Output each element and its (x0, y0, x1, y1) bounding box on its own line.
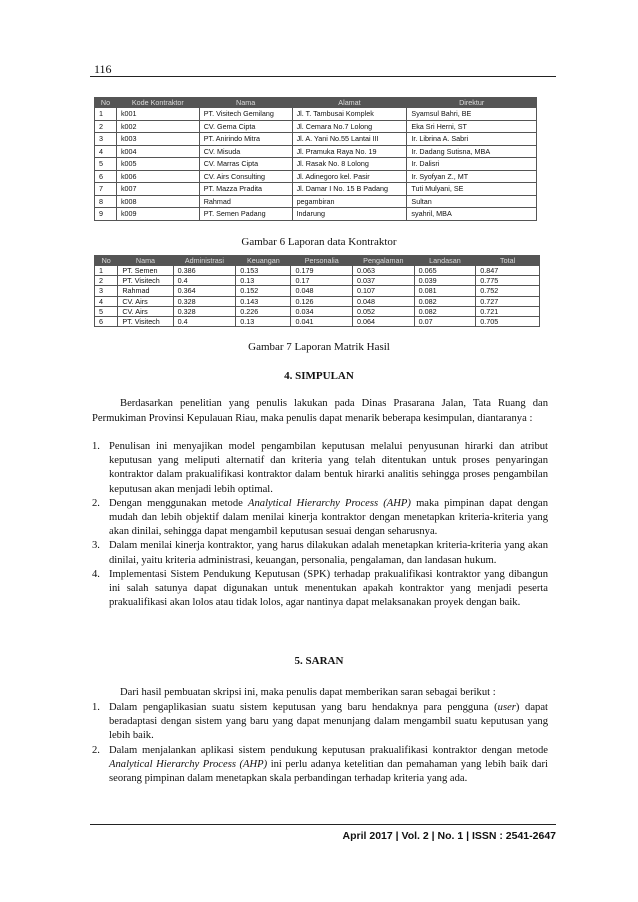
list-item (92, 440, 548, 497)
list-number: 2. (92, 744, 100, 756)
table-cell: pegambiran (292, 195, 407, 208)
list-text: ) dapat beradaptasi dengan sistem yang baru yang dapat menunjang dalam mengambil suatu keputusan yang lebih baik. (109, 702, 548, 742)
table-row (95, 145, 537, 158)
table-cell: PT. Visitech (118, 316, 173, 326)
table-cell: k006 (116, 170, 199, 183)
list-text: maka pimpinan dapat dengan mudah dan lebih objektif dalam menilai kinerja kontraktor dengan menetapkan kriteria-kriteria yang akan dinilai, sehingga dapat mengambil keputusan sesuai dengan seharusnya. (109, 497, 548, 538)
table-cell: 4 (95, 145, 117, 158)
list-number: 3. (92, 540, 100, 552)
table-cell: 0.364 (173, 286, 236, 296)
column-header: Nama (199, 98, 292, 108)
column-header: No (95, 98, 117, 108)
table-cell: Syamsul Bahri, BE (407, 108, 537, 121)
list-text: Penulisan ini menyajikan model pengambilan keputusan melalui penyusunan hirarki dan atribut keputusan yang meliputi alternatif dan kriteria yang telah ditentukan untuk proses penyaringan kontraktor dalam prakualifikasi kontraktor dalam bentuk hirarki analitis sehingga proses pengambilan keputusan akan menjadi lebih optimal. (109, 441, 548, 495)
table-cell: 0.4 (173, 316, 236, 326)
table-row (95, 306, 540, 316)
table-row (95, 158, 537, 171)
list-item (92, 497, 548, 540)
table-cell: 0.039 (414, 276, 476, 286)
table-cell: Jl. A. Yani No.55 Lantai III (292, 133, 407, 146)
table-cell: 3 (95, 286, 118, 296)
table-cell: Jl. Adinegoro kel. Pasir (292, 170, 407, 183)
table-cell: 0.752 (476, 286, 540, 296)
table-row (95, 286, 540, 296)
table-cell: Jl. T. Tambusai Komplek (292, 108, 407, 121)
footer-rule (90, 824, 556, 825)
table-cell: CV. Airs (118, 296, 173, 306)
table-cell: 7 (95, 183, 117, 196)
table-cell: Rahmad (199, 195, 292, 208)
simpulan-list (92, 440, 548, 610)
table-cell: 0.052 (353, 306, 415, 316)
list-number: 1. (92, 702, 100, 713)
table-cell: 0.126 (291, 296, 353, 306)
table-cell: PT. Mazza Pradita (199, 183, 292, 196)
table-cell: 2 (95, 120, 117, 133)
table-cell: 0.034 (291, 306, 353, 316)
table-cell: 3 (95, 133, 117, 146)
table-cell: PT. Visitech Gemilang (199, 108, 292, 121)
column-header: Keuangan (236, 256, 291, 266)
table-cell: 0.143 (236, 296, 291, 306)
list-text: Dalam menjalankan aplikasi sistem pendukung keputusan prakualifikasi kontraktor dengan metode (109, 744, 548, 756)
table-cell: k003 (116, 133, 199, 146)
table-cell: 0.048 (353, 296, 415, 306)
table-header-row (95, 256, 540, 266)
column-header: Alamat (292, 98, 407, 108)
list-number: 1. (92, 441, 100, 452)
table-cell: k005 (116, 158, 199, 171)
table-cell: k007 (116, 183, 199, 196)
table-cell: 0.721 (476, 306, 540, 316)
list-emphasis: Analytical Hierarchy Process (AHP) (248, 497, 411, 509)
table-cell: Ir. Librina A. Sabri (407, 133, 537, 146)
table-cell: Ir. Syofyan Z., MT (407, 170, 537, 183)
column-header: Direktur (407, 98, 537, 108)
table-cell: k004 (116, 145, 199, 158)
table-cell: 0.386 (173, 266, 236, 276)
table-cell: 1 (95, 108, 117, 121)
table-cell: 0.17 (291, 276, 353, 286)
table-cell: Rahmad (118, 286, 173, 296)
table-cell: CV. Marras Cipta (199, 158, 292, 171)
list-text: Dengan menggunakan metode (109, 497, 248, 509)
table-cell: 0.13 (236, 316, 291, 326)
table-cell: Indarung (292, 208, 407, 221)
list-text: ini perlu adanya ketelitian dan pemahaman yang lebih baik dari seorang pimpinan dalam menetapkan skala perbandingan terhadap kriteria yang ada. (109, 758, 548, 785)
list-number: 4. (92, 568, 100, 580)
table-cell: 0.065 (414, 266, 476, 276)
saran-list (92, 701, 548, 786)
table-cell: k002 (116, 120, 199, 133)
table-cell: k008 (116, 195, 199, 208)
column-header: Pengalaman (353, 256, 415, 266)
result-matrix-table (94, 255, 540, 327)
column-header: Landasan (414, 256, 476, 266)
table-cell: 0.07 (414, 316, 476, 326)
table-cell: Jl. Rasak No. 8 Lolong (292, 158, 407, 171)
table-cell: 0.064 (353, 316, 415, 326)
table-row (95, 183, 537, 196)
list-emphasis: user (497, 702, 516, 713)
table-cell: Tuti Mulyani, SE (407, 183, 537, 196)
figure-7-caption: Gambar 7 Laporan Matrik Hasil (248, 341, 390, 353)
simpulan-heading: 4. SIMPULAN (284, 370, 354, 382)
table-cell: CV. Gema Cipta (199, 120, 292, 133)
column-header: Administrasi (173, 256, 236, 266)
table-cell: 0.226 (236, 306, 291, 316)
table-cell: 0.153 (236, 266, 291, 276)
table-cell: Jl. Cemara No.7 Lolong (292, 120, 407, 133)
table-cell: 0.048 (291, 286, 353, 296)
figure-6-caption: Gambar 6 Laporan data Kontraktor (241, 236, 397, 248)
table-row (95, 276, 540, 286)
column-header: Personalia (291, 256, 353, 266)
table-cell: 0.082 (414, 296, 476, 306)
list-number: 2. (92, 497, 100, 509)
column-header: Total (476, 256, 540, 266)
list-text: Dalam pengaplikasian suatu sistem keputusan yang baru hendaknya para pengguna ( (109, 702, 498, 713)
table-cell: k009 (116, 208, 199, 221)
table-cell: CV. Airs Consulting (199, 170, 292, 183)
list-emphasis: Analytical Hierarchy Process (AHP) (109, 758, 268, 770)
table-row (95, 170, 537, 183)
table-header-row (95, 98, 537, 108)
table-cell: Jl. Damar I No. 15 B Padang (292, 183, 407, 196)
column-header: Nama (118, 256, 173, 266)
contractor-table (94, 97, 537, 221)
table-cell: Eka Sri Herni, ST (407, 120, 537, 133)
table-cell: 0.107 (353, 286, 415, 296)
table-row (95, 208, 537, 221)
table-cell: 0.037 (353, 276, 415, 286)
table-cell: 6 (95, 170, 117, 183)
table-row (95, 108, 537, 121)
table-cell: k001 (116, 108, 199, 121)
table-row (95, 316, 540, 326)
table-row (95, 120, 537, 133)
simpulan-intro: Berdasarkan penelitian yang penulis lakukan pada Dinas Prasarana Jalan, Tata Ruang dan Permukiman Provinsi Kepulauan Riau, maka penulis dapat menarik beberapa kesimpulan, diantaranya : (92, 398, 548, 424)
table-cell: 0.727 (476, 296, 540, 306)
table-cell: CV. Airs (118, 306, 173, 316)
table-cell: PT. Semen Padang (199, 208, 292, 221)
table-cell: PT. Visitech (118, 276, 173, 286)
table-row (95, 133, 537, 146)
list-text: Dalam menilai kinerja kontraktor, yang harus dilakukan adalah menetapkan kriteria-kriteria yang akan dinilai, yaitu kriteria administrasi, keuangan, personalia, pengalaman, dan landasan hukum. (109, 540, 548, 566)
table-row (95, 296, 540, 306)
table-cell: 0.082 (414, 306, 476, 316)
table-cell: Sultan (407, 195, 537, 208)
table-cell: 0.179 (291, 266, 353, 276)
header-rule (90, 76, 556, 77)
table-cell: 0.328 (173, 296, 236, 306)
list-item (92, 744, 548, 787)
table-cell: 0.328 (173, 306, 236, 316)
table-cell: 1 (95, 266, 118, 276)
table-cell: 0.081 (414, 286, 476, 296)
table-cell: 0.705 (476, 316, 540, 326)
table-cell: PT. Anirindo Mitra (199, 133, 292, 146)
table-cell: 0.847 (476, 266, 540, 276)
table-cell: 0.041 (291, 316, 353, 326)
table-cell: 5 (95, 158, 117, 171)
table-cell: 2 (95, 276, 118, 286)
saran-heading: 5. SARAN (294, 655, 344, 667)
table-cell: 4 (95, 296, 118, 306)
table-cell: 0.063 (353, 266, 415, 276)
column-header: No (95, 256, 118, 266)
list-item (92, 568, 548, 611)
table-cell: 6 (95, 316, 118, 326)
table-cell: 9 (95, 208, 117, 221)
table-cell: 0.152 (236, 286, 291, 296)
table-cell: 0.775 (476, 276, 540, 286)
table-cell: Ir. Dalisri (407, 158, 537, 171)
table-cell: 0.13 (236, 276, 291, 286)
table-cell: 0.4 (173, 276, 236, 286)
table-cell: 8 (95, 195, 117, 208)
table-row (95, 266, 540, 276)
saran-intro: Dari hasil pembuatan skripsi ini, maka penulis dapat memberikan saran sebagai berikut : (120, 687, 496, 698)
table-cell: Ir. Dadang Sutisna, MBA (407, 145, 537, 158)
page-number: 116 (94, 62, 112, 76)
table-cell: Jl. Pramuka Raya No. 19 (292, 145, 407, 158)
column-header: Kode Kontraktor (116, 98, 199, 108)
list-item (92, 539, 548, 567)
list-text: Implementasi Sistem Pendukung Keputusan (SPK) terhadap prakualifikasi kontraktor yang dibangun ini salah satunya dapat digunakan untuk menentukan apakah kontraktor yang menjadi peserta prakualifikasi akan lolos atau tidak lolos, agar nantinya dapat melaksanakan proyek dengan baik. (109, 568, 548, 609)
table-cell: syahril, MBA (407, 208, 537, 221)
table-cell: 5 (95, 306, 118, 316)
footer-text: April 2017 | Vol. 2 | No. 1 | ISSN : 2541-2647 (342, 830, 556, 842)
table-cell: CV. Misuda (199, 145, 292, 158)
list-item (92, 701, 548, 744)
table-cell: PT. Semen (118, 266, 173, 276)
table-row (95, 195, 537, 208)
